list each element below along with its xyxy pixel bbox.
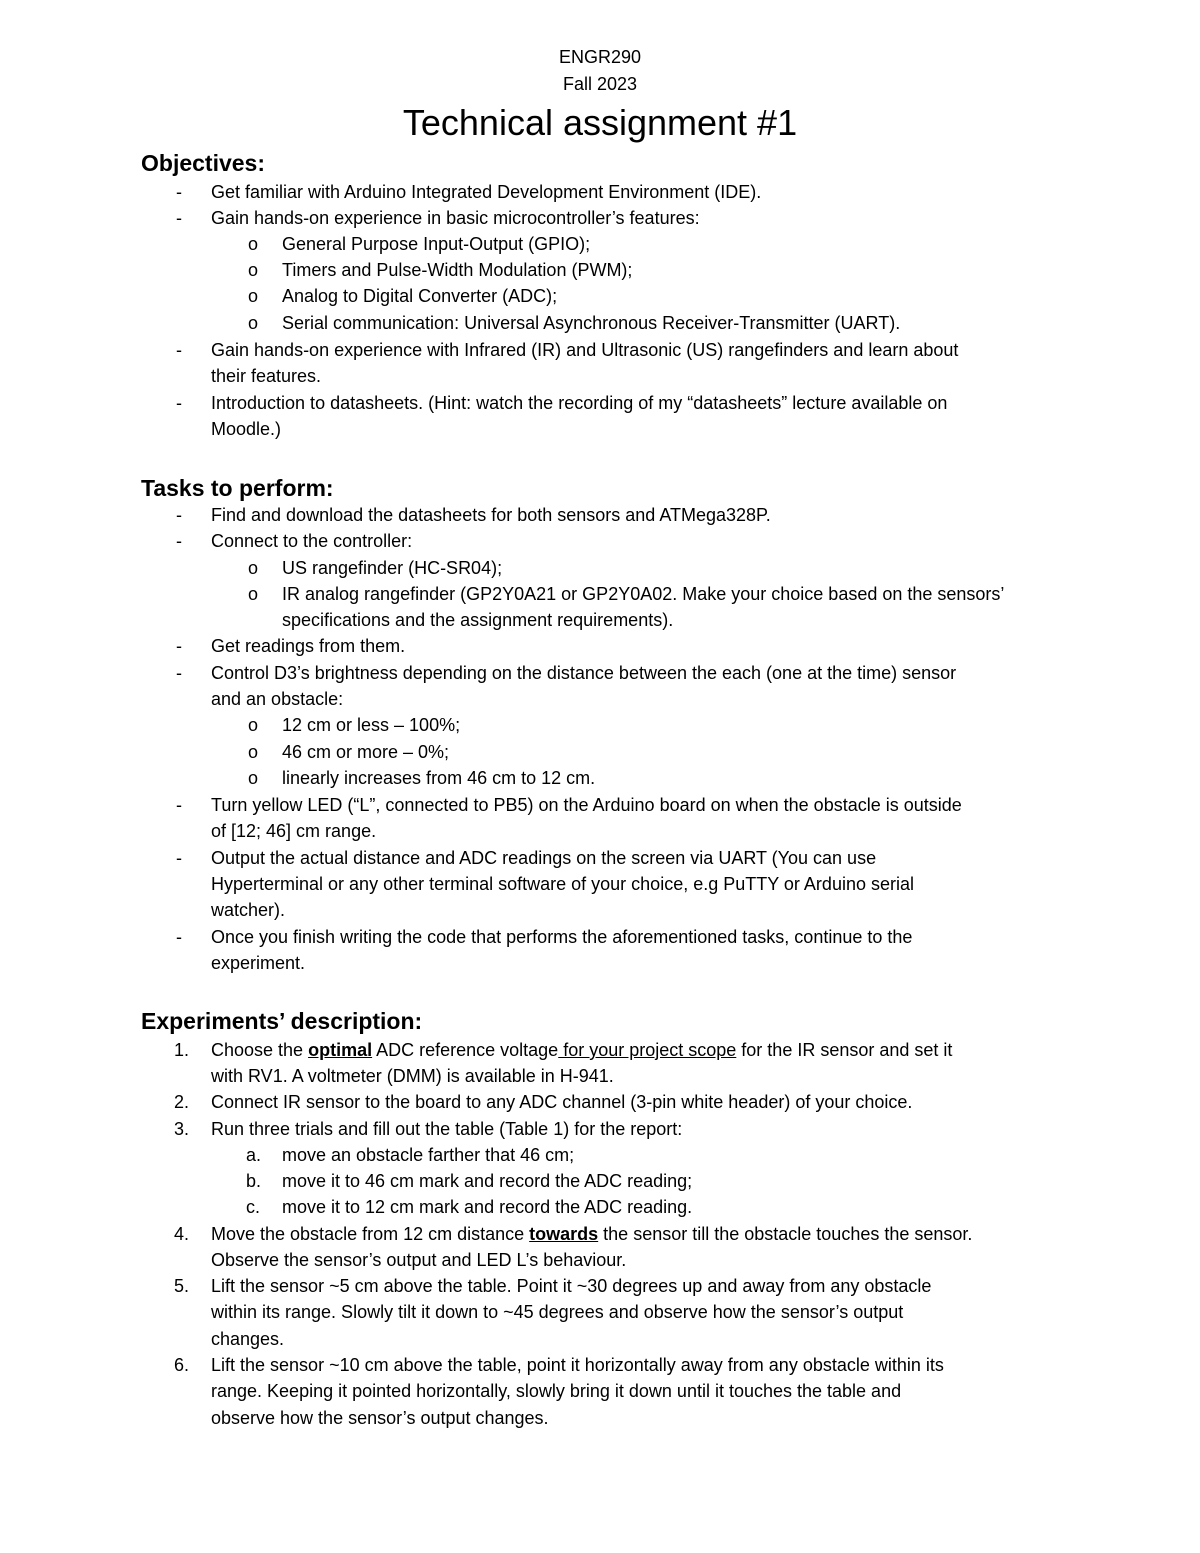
task-item: Get readings from them. xyxy=(211,636,406,656)
page-title: Technical assignment #1 xyxy=(402,102,798,143)
objective-subitem: Timers and Pulse-Width Modulation (PWM); xyxy=(282,260,633,280)
objective-subitem: Serial communication: Universal Asynchronous Receiver-Transmitter (UART). xyxy=(282,313,901,333)
task-item: Control D3’s brightness depending on the distance between the each (one at the time) sensor xyxy=(211,663,957,683)
experiment-item: Lift the sensor ~5 cm above the table. Point it ~30 degrees up and away from any obstacle xyxy=(211,1276,932,1296)
experiment-subitem: move an obstacle farther that 46 cm; xyxy=(282,1145,575,1165)
bullet-dash: - xyxy=(176,505,182,525)
text-segment: Move the obstacle from 12 cm distance xyxy=(211,1224,530,1244)
bullet-dash: - xyxy=(176,393,182,413)
task-subitem: US rangefinder (HC-SR04); xyxy=(282,558,503,578)
bullet-dash: - xyxy=(176,531,182,551)
experiment-item: Lift the sensor ~10 cm above the table, point it horizontally away from any obstacle within its xyxy=(211,1355,944,1375)
list-letter: a. xyxy=(246,1145,262,1165)
objective-item: Introduction to datasheets. (Hint: watch the recording of my “datasheets” lecture available on xyxy=(211,393,948,413)
experiment-subitem: move it to 46 cm mark and record the ADC reading; xyxy=(282,1171,693,1191)
bullet-circle: o xyxy=(248,234,259,254)
experiment-item-continued: changes. xyxy=(211,1329,285,1349)
task-subitem-continued: specifications and the assignment requirements). xyxy=(282,610,674,630)
list-number: 5. xyxy=(174,1276,190,1296)
objective-item-continued: Moodle.) xyxy=(211,419,282,439)
text-segment: the sensor till the obstacle touches the sensor. xyxy=(598,1224,973,1244)
list-number: 4. xyxy=(174,1224,190,1244)
bullet-dash: - xyxy=(176,208,182,228)
bullet-dash: - xyxy=(176,795,182,815)
task-item-continued: watcher). xyxy=(211,900,286,920)
bullet-dash: - xyxy=(176,663,182,683)
experiment-item xyxy=(211,1221,972,1247)
course-code: ENGR290 xyxy=(558,47,642,67)
list-number: 3. xyxy=(174,1119,190,1139)
experiment-item-continued: Observe the sensor’s output and LED L’s behaviour. xyxy=(211,1250,627,1270)
task-item-continued: Hyperterminal or any other terminal software of your choice, e.g PuTTY or Arduino serial xyxy=(211,874,914,894)
bullet-dash: - xyxy=(176,340,182,360)
bullet-circle: o xyxy=(248,286,259,306)
bullet-dash: - xyxy=(176,182,182,202)
bullet-circle: o xyxy=(248,558,259,578)
emphasis-project-scope: for your project scope xyxy=(558,1040,737,1060)
bullet-dash: - xyxy=(176,636,182,656)
experiment-item-continued: range. Keeping it pointed horizontally, slowly bring it down until it touches the table and xyxy=(211,1381,902,1401)
objective-item: Get familiar with Arduino Integrated Development Environment (IDE). xyxy=(211,182,762,202)
task-item-continued: experiment. xyxy=(211,953,306,973)
list-number: 2. xyxy=(174,1092,190,1112)
bullet-circle: o xyxy=(248,742,259,762)
experiment-item-continued: observe how the sensor’s output changes. xyxy=(211,1408,549,1428)
experiment-item: Connect IR sensor to the board to any ADC channel (3-pin white header) of your choice. xyxy=(211,1092,913,1112)
objective-subitem: General Purpose Input-Output (GPIO); xyxy=(282,234,591,254)
bullet-dash: - xyxy=(176,848,182,868)
objective-item: Gain hands-on experience with Infrared (IR) and Ultrasonic (US) rangefinders and learn about xyxy=(211,340,959,360)
objective-item: Gain hands-on experience in basic microcontroller’s features: xyxy=(211,208,700,228)
bullet-dash: - xyxy=(176,927,182,947)
task-subitem: 12 cm or less – 100%; xyxy=(282,715,461,735)
objectives-heading: Objectives: xyxy=(141,150,265,176)
term: Fall 2023 xyxy=(562,74,638,94)
bullet-circle: o xyxy=(248,715,259,735)
experiment-item: Run three trials and fill out the table (Table 1) for the report: xyxy=(211,1119,683,1139)
experiment-item-continued: with RV1. A voltmeter (DMM) is available in H-941. xyxy=(211,1066,614,1086)
experiment-item-continued: within its range. Slowly tilt it down to ~45 degrees and observe how the sensor’s output xyxy=(211,1302,904,1322)
task-item: Turn yellow LED (“L”, connected to PB5) on the Arduino board on when the obstacle is outside xyxy=(211,795,962,815)
bullet-circle: o xyxy=(248,768,259,788)
bullet-circle: o xyxy=(248,260,259,280)
text-segment: Choose the xyxy=(211,1040,309,1060)
objective-item-continued: their features. xyxy=(211,366,322,386)
task-item-continued: of [12; 46] cm range. xyxy=(211,821,377,841)
list-letter: c. xyxy=(246,1197,261,1217)
experiment-item xyxy=(211,1037,952,1063)
task-item: Connect to the controller: xyxy=(211,531,413,551)
bullet-circle: o xyxy=(248,313,259,333)
objective-subitem: Analog to Digital Converter (ADC); xyxy=(282,286,558,306)
task-subitem: 46 cm or more – 0%; xyxy=(282,742,450,762)
task-subitem: linearly increases from 46 cm to 12 cm. xyxy=(282,768,596,788)
list-number: 6. xyxy=(174,1355,190,1375)
bullet-circle: o xyxy=(248,584,259,604)
text-segment: ADC reference voltage xyxy=(372,1040,559,1060)
tasks-heading: Tasks to perform: xyxy=(141,475,334,501)
task-item: Output the actual distance and ADC readings on the screen via UART (You can use xyxy=(211,848,877,868)
experiments-heading: Experiments’ description: xyxy=(141,1008,423,1034)
emphasis-optimal: optimal xyxy=(308,1040,373,1060)
text-segment: for the IR sensor and set it xyxy=(736,1040,953,1060)
list-letter: b. xyxy=(246,1171,262,1191)
task-item: Find and download the datasheets for both sensors and ATMega328P. xyxy=(211,505,771,525)
list-number: 1. xyxy=(174,1040,190,1060)
task-item-continued: and an obstacle: xyxy=(211,689,344,709)
task-item: Once you finish writing the code that performs the aforementioned tasks, continue to the xyxy=(211,927,913,947)
task-subitem: IR analog rangefinder (GP2Y0A21 or GP2Y0A02. Make your choice based on the sensors’ xyxy=(282,584,1005,604)
experiment-subitem: move it to 12 cm mark and record the ADC reading. xyxy=(282,1197,693,1217)
emphasis-towards: towards xyxy=(529,1224,599,1244)
